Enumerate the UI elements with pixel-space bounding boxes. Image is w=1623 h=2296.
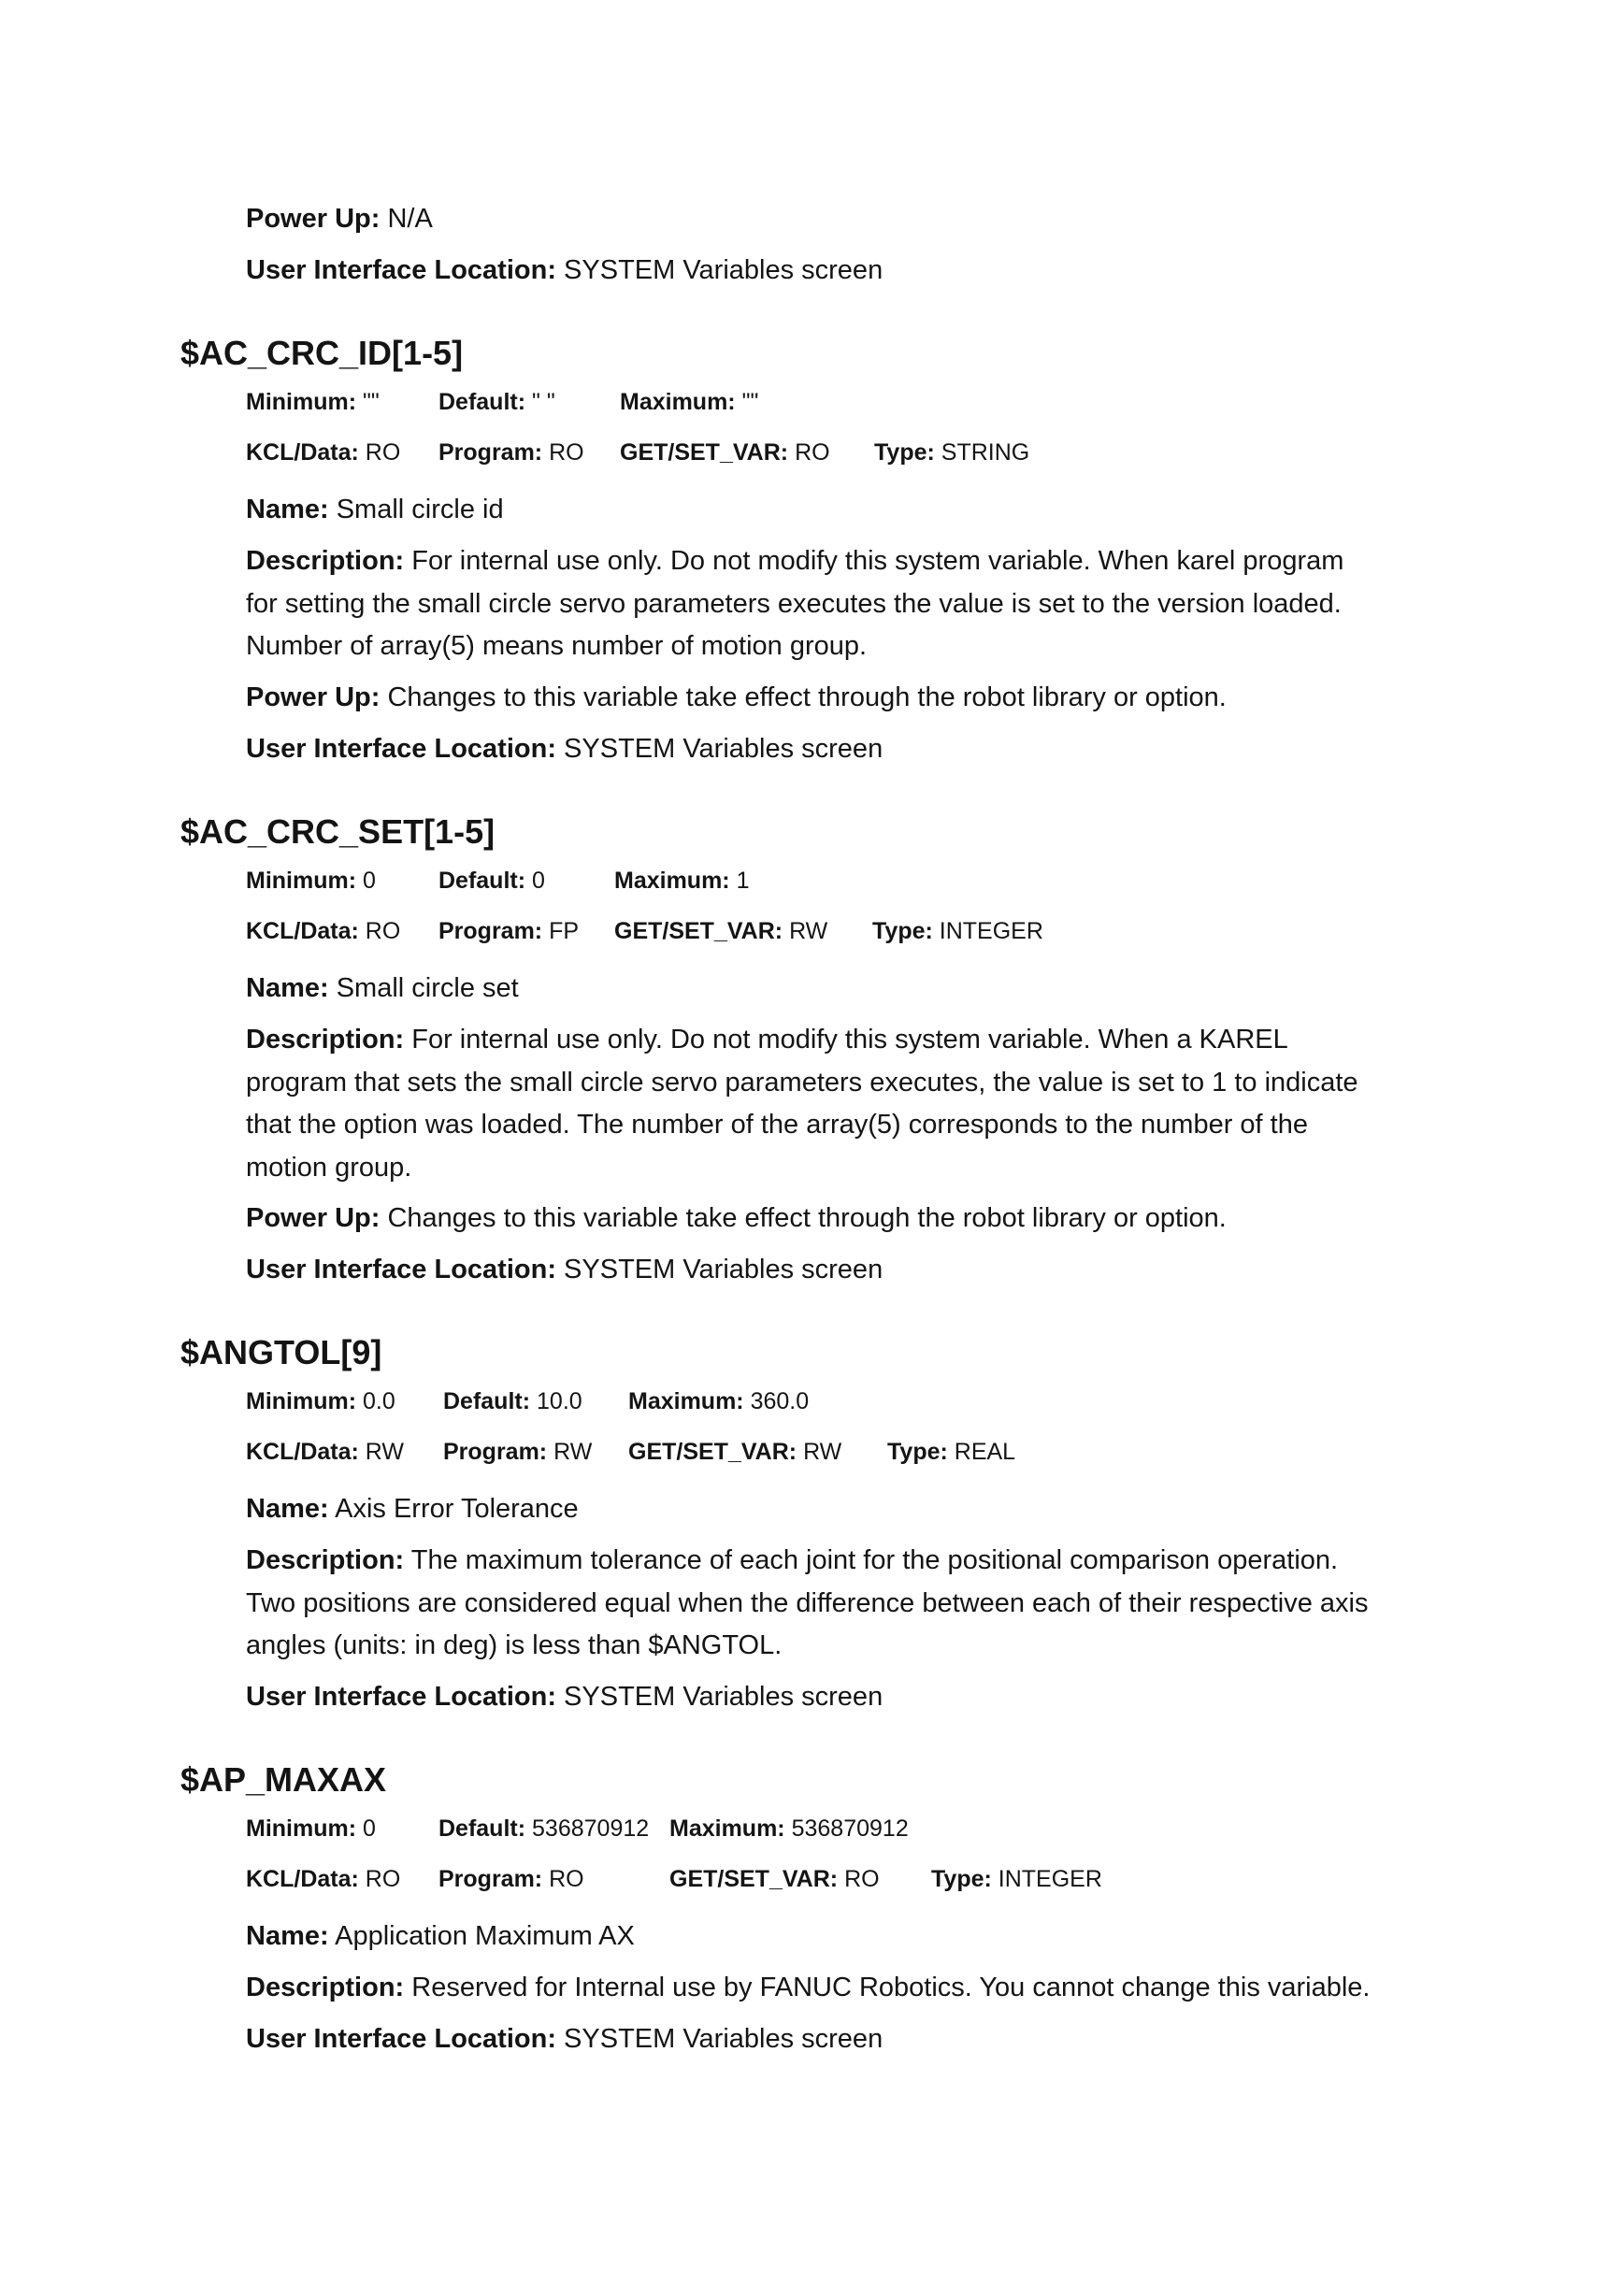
variable-title-ac-crc-id: $AC_CRC_ID[1-5] bbox=[180, 334, 464, 372]
intro-ui-location: User Interface Location: SYSTEM Variables screen bbox=[246, 255, 883, 285]
variable-description: Description: For internal use only. Do not modify this system variable. When a KAREL program that sets the small circle servo parameters executes, the value is set to 1 to indicate that the option was loaded. The number of the array(5) corresponds to the number of the motion group. bbox=[246, 1025, 1358, 1183]
variable-name: Name: Application Maximum AX bbox=[246, 1921, 635, 1951]
variable-ui-location: User Interface Location: SYSTEM Variables screen bbox=[246, 1255, 883, 1284]
variable-name: Name: Axis Error Tolerance bbox=[246, 1494, 579, 1524]
variable-title-angtol: $ANGTOL[9] bbox=[180, 1333, 382, 1371]
variable-title-ap-maxax: $AP_MAXAX bbox=[180, 1760, 387, 1799]
intro-power-up: Power Up: N/A bbox=[246, 204, 433, 234]
variable-name: Name: Small circle id bbox=[246, 495, 504, 524]
variable-ui-location: User Interface Location: SYSTEM Variables screen bbox=[246, 734, 883, 764]
variable-title-ac-crc-set: $AC_CRC_SET[1-5] bbox=[180, 812, 496, 851]
variable-description: Description: For internal use only. Do not modify this system variable. When karel program for setting the small circle servo parameters executes the value is set to the version loaded. Number of array(5) means number of motion group. bbox=[246, 546, 1344, 661]
variable-name: Name: Small circle set bbox=[246, 973, 519, 1003]
variable-power-up: Power Up: Changes to this variable take effect through the robot library or option. bbox=[246, 1203, 1227, 1233]
variable-ui-location: User Interface Location: SYSTEM Variables screen bbox=[246, 1682, 883, 1712]
variable-description: Description: Reserved for Internal use by FANUC Robotics. You cannot change this variable. bbox=[246, 1973, 1371, 2002]
variable-power-up: Power Up: Changes to this variable take effect through the robot library or option. bbox=[246, 682, 1227, 712]
variable-ui-location: User Interface Location: SYSTEM Variables screen bbox=[246, 2024, 883, 2054]
variable-description: Description: The maximum tolerance of each joint for the positional comparison operation. Two positions are considered equal when the difference between each of their respective axis angles (units: in deg) is less than $ANGTOL. bbox=[246, 1545, 1369, 1660]
